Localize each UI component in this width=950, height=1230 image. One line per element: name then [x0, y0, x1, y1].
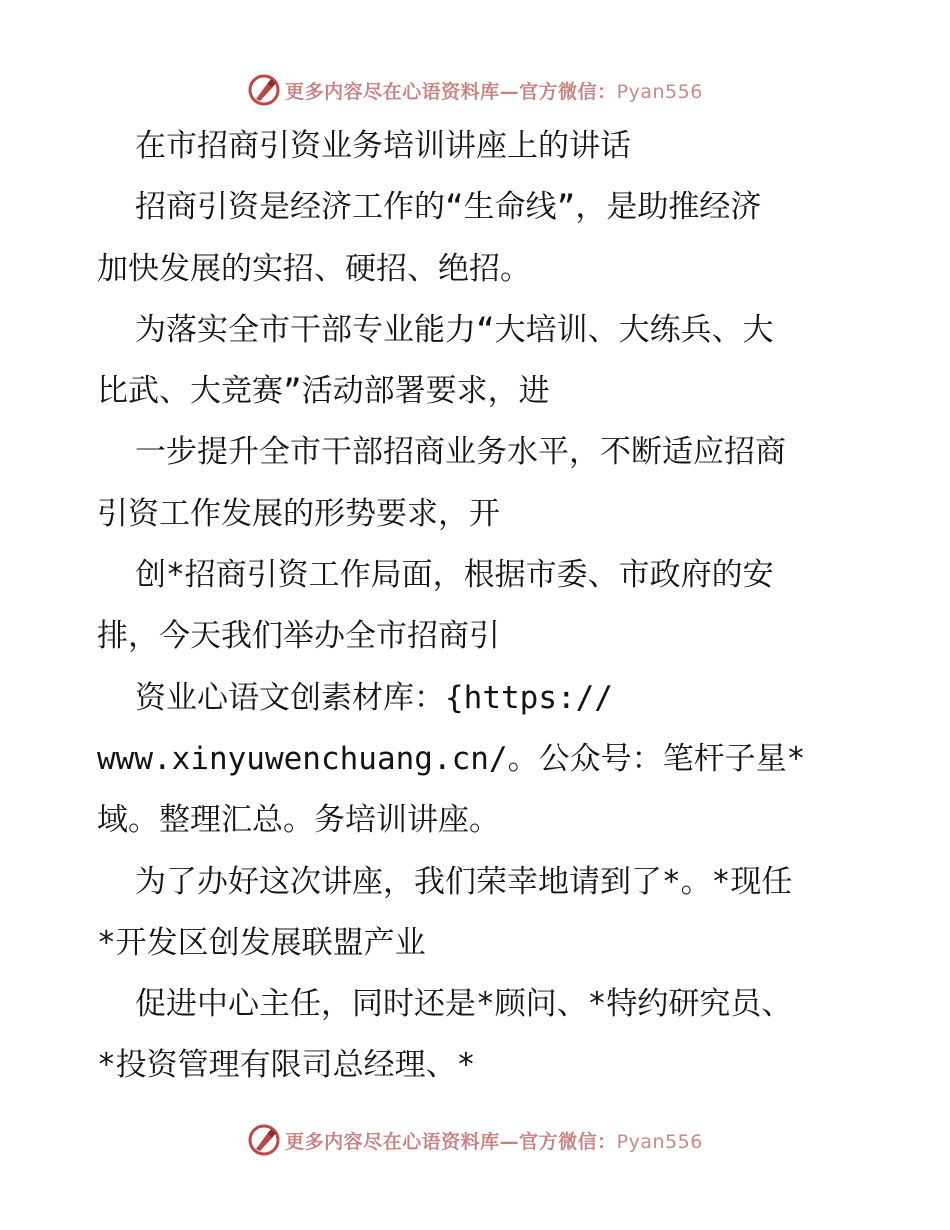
paragraph-line: 为了办好这次讲座，我们荣幸地请到了*。*现任 [135, 863, 793, 900]
pen-nib-icon [247, 1123, 281, 1157]
paragraph-line: 排，今天我们举办全市招商引 [97, 618, 500, 655]
pen-nib-icon [247, 73, 281, 107]
header-banner [0, 73, 950, 107]
paragraph-line: 加快发展的实招、硬招、绝招。 [97, 250, 531, 287]
header-banner-text: 更多内容尽在心语资料库—官方微信：Pyan556 [285, 80, 703, 103]
document-title: 在市招商引资业务培训讲座上的讲话 [135, 128, 631, 164]
paragraph-line: 招商引资是经济工作的“生命线”，是助推经济 [135, 189, 762, 226]
paragraph-line: 引资工作发展的形势要求，开 [97, 495, 500, 532]
footer-wechat-id: Pyan556 [616, 1130, 703, 1153]
document-body [97, 124, 857, 1105]
paragraph-line: *投资管理有限司总经理、* [97, 1047, 476, 1084]
paragraph-line: 比武、大竞赛”活动部署要求，进 [97, 373, 550, 410]
footer-banner-text: 更多内容尽在心语资料库—官方微信：Pyan556 [285, 1130, 703, 1153]
header-wechat-id: Pyan556 [616, 80, 703, 103]
paragraph-line: 域。整理汇总。务培训讲座。 [97, 802, 500, 839]
paragraph-line: *开发区创发展联盟产业 [97, 924, 426, 961]
footer-banner [0, 1123, 950, 1157]
paragraph-line: 一步提升全市干部招商业务水平，不断适应招商 [135, 434, 786, 471]
paragraph-line: www.xinyuwenchuang.cn/。公众号：笔杆子星* [97, 740, 806, 777]
paragraph-line: 促进中心主任，同时还是*顾问、*特约研究员、 [135, 986, 793, 1023]
paragraph-line: 创*招商引资工作局面，根据市委、市政府的安 [135, 557, 774, 594]
paragraph-line: 为落实全市干部专业能力“大培训、大练兵、大 [135, 311, 774, 348]
paragraph-line: 资业心语文创素材库：{https:// [135, 679, 613, 716]
